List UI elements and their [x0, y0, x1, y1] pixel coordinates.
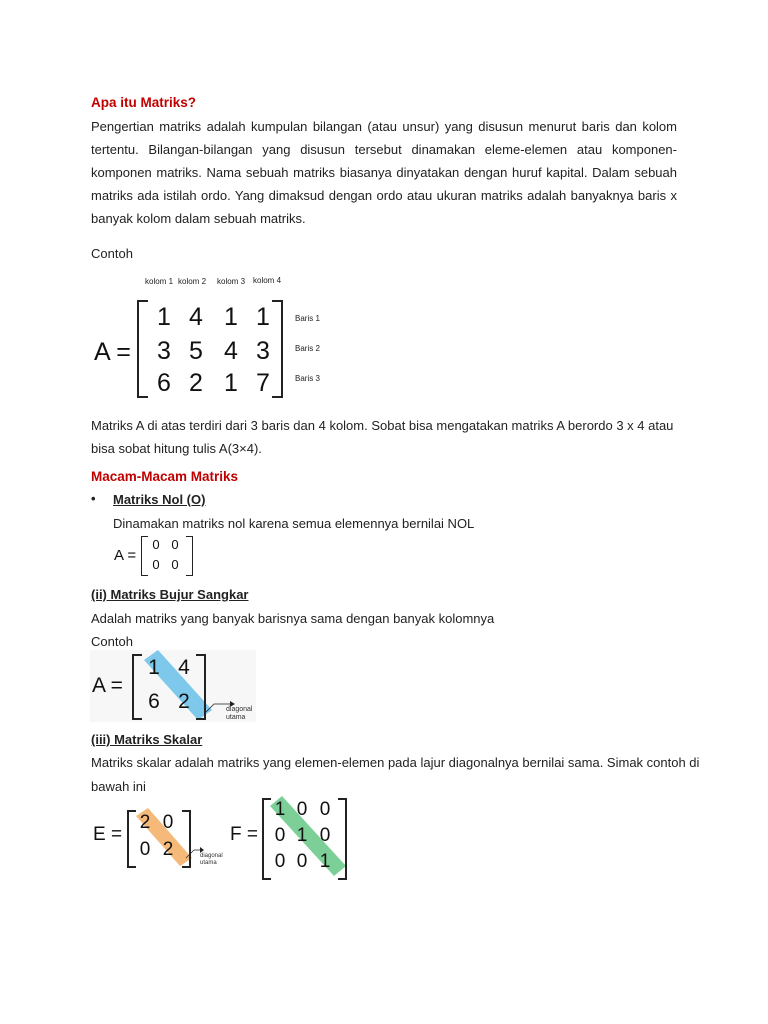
left-bracket	[141, 536, 148, 576]
matrix-cell: 0	[171, 557, 179, 572]
matrix-cell: 2	[162, 839, 174, 860]
diagonal-note-line2: utama	[226, 714, 246, 721]
right-bracket	[196, 654, 206, 720]
matriks-nol-title: Matriks Nol (O)	[113, 492, 206, 507]
column-label: kolom 2	[178, 277, 207, 286]
matrix-cell: 1	[157, 303, 171, 331]
matrix-cell: 0	[139, 839, 151, 860]
matrix-cell: 0	[296, 799, 308, 820]
heading-apa-itu-matriks: Apa itu Matriks?	[91, 95, 197, 110]
left-bracket	[137, 300, 148, 398]
matrix-cell: 0	[319, 799, 331, 820]
matrix-cell: 0	[296, 851, 308, 872]
matrix-cell: 0	[152, 537, 160, 552]
right-bracket	[338, 798, 347, 880]
row-label: Baris 2	[295, 344, 320, 353]
matrix-cell: 0	[162, 812, 174, 833]
matrix-f-label: F =	[230, 824, 258, 845]
intro-paragraph: Pengertian matriks adalah kumpulan bilangan (atau unsur) yang disusun menurut baris dan kolom tertentu. Bilangan-bilangan yang disusun tersebut dinamakan eleme-elemen atau komponen-komponen matriks. Nama sebuah matriks biasanya dinyatakan dengan huruf kapital. Dalam sebuah matriks ada istilah ordo. Yang dimaksud dengan ordo atau ukuran matriks adalah banyaknya baris x banyak kolom dalam sebuah matriks.	[91, 119, 677, 226]
matriks-skalar-description-line1: Matriks skalar adalah matriks yang elemen-elemen pada lajur diagonalnya bernilai sama. Simak contoh di	[91, 755, 700, 770]
matrix-a-label: A =	[94, 338, 131, 366]
diagonal-note-line1: diagonal	[200, 853, 223, 859]
matrix-cell: 1	[224, 369, 238, 397]
matrix-bujur-sangkar-figure	[90, 650, 256, 722]
column-label: kolom 3	[217, 277, 246, 286]
matrix-cell: 0	[152, 557, 160, 572]
matrix-cell: 7	[256, 369, 270, 397]
diagonal-note-line2: utama	[200, 860, 217, 866]
matrix-cell: 6	[148, 690, 160, 713]
matrix-cell: 2	[189, 369, 203, 397]
right-bracket	[182, 810, 191, 868]
matrix-cell: 2	[178, 690, 190, 713]
matrix-cell: 0	[319, 825, 331, 846]
right-bracket	[186, 536, 193, 576]
matrix-cell: 4	[178, 656, 190, 679]
explanation-line-1: Matriks A di atas terdiri dari 3 baris dan 4 kolom. Sobat bisa mengatakan matriks A berordo 3 x 4 atau	[91, 418, 674, 433]
matrix-cell: 0	[171, 537, 179, 552]
row-label: Baris 3	[295, 374, 320, 383]
column-label: kolom 1	[145, 277, 174, 286]
matrix-cell: 1	[256, 303, 270, 331]
row-label: Baris 1	[295, 314, 320, 323]
left-bracket	[132, 654, 142, 720]
matrix-cell: 3	[157, 337, 171, 365]
matrix-nol-figure	[114, 534, 204, 580]
matrix-cell: 0	[274, 825, 286, 846]
column-label: kolom 4	[253, 276, 282, 285]
matrix-cell: 0	[274, 851, 286, 872]
matrix-e-label: E =	[93, 824, 123, 845]
matrix-cell: 2	[139, 812, 151, 833]
heading-macam-matriks: Macam-Macam Matriks	[91, 469, 239, 484]
matrix-bs-label: A =	[92, 674, 123, 697]
matrix-cell: 3	[256, 337, 270, 365]
matrix-a-figure	[90, 270, 340, 405]
matrix-nol-label: A =	[114, 547, 137, 564]
matriks-bujur-sangkar-description: Adalah matriks yang banyak barisnya sama dengan banyak kolomnya	[91, 611, 495, 626]
matrix-cell: 6	[157, 369, 171, 397]
matrix-cell: 4	[189, 303, 203, 331]
matrix-cell: 4	[224, 337, 238, 365]
matrix-cell: 1	[148, 656, 160, 679]
matrix-cell: 1	[296, 825, 308, 846]
matriks-skalar-description-line2: bawah ini	[91, 779, 146, 794]
explanation-line-2: bisa sobat hitung tulis A(3×4).	[91, 441, 262, 456]
bullet: •	[91, 491, 96, 506]
matrix-cell: 1	[224, 303, 238, 331]
matriks-skalar-title: (iii) Matriks Skalar	[91, 732, 203, 747]
matriks-bujur-sangkar-title: (ii) Matriks Bujur Sangkar	[91, 587, 249, 602]
matrix-cell: 1	[274, 799, 286, 820]
diagonal-note-line1: diagonal	[226, 706, 253, 713]
matriks-nol-description: Dinamakan matriks nol karena semua elemennya bernilai NOL	[113, 516, 475, 531]
matrix-cell: 1	[319, 851, 331, 872]
matrix-cell: 5	[189, 337, 203, 365]
example-label: Contoh	[91, 246, 133, 261]
matrix-f-figure	[228, 794, 358, 880]
example-label: Contoh	[91, 634, 133, 649]
